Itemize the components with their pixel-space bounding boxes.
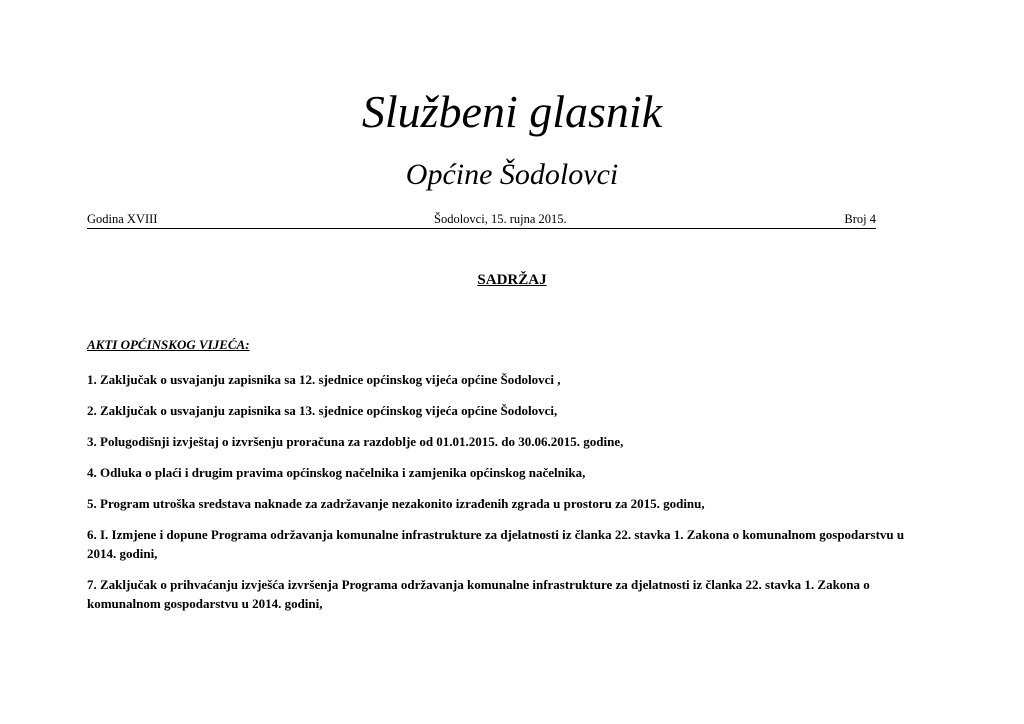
- contents-item: 6. I. Izmjene i dopune Programa održavanja komunalne infrastrukture za djelatnosti iz članka 22. stavka 1. Zakona o komunalnom gospodarstvu u 2014. godini,: [87, 527, 905, 561]
- year-label: Godina XVIII: [87, 212, 158, 226]
- contents-item: 2. Zaključak o usvajanju zapisnika sa 13. sjednice općinskog vijeća općine Šodolovci,: [87, 403, 558, 418]
- gazette-title: Službeni glasnik: [361, 86, 663, 137]
- issue-number: Broj 4: [844, 212, 876, 226]
- contents-item: 4. Odluka o plaći i drugim pravima općinskog načelnika i zamjenika općinskog načelnika,: [87, 465, 586, 480]
- contents-item: 3. Polugodišnji izvještaj o izvršenju proračuna za razdoblje od 01.01.2015. do 30.06.2015. godine,: [87, 434, 624, 449]
- contents-item: 1. Zaključak o usvajanju zapisnika sa 12. sjednice općinskog vijeća općine Šodolovci ,: [87, 372, 561, 387]
- contents-item: 5. Program utroška sredstava naknade za zadržavanje nezakonito izrađenih zgrada u prostoru za 2015. godinu,: [87, 496, 705, 511]
- section-heading: AKTI OPĆINSKOG VIJEĆA:: [87, 337, 250, 352]
- issue-info-line: [87, 210, 876, 229]
- place-date: Šodolovci, 15. rujna 2015.: [434, 212, 567, 226]
- contents-heading: SADRŽAJ: [477, 272, 547, 288]
- contents-item: 7. Zaključak o prihvaćanju izvješća izvršenja Programa održavanja komunalne infrastrukture za djelatnosti iz članka 22. stavka 1. Zakona o komunalnom gospodarstvu u 2014. godini,: [87, 577, 870, 611]
- municipality-subtitle: Općine Šodolovci: [405, 158, 619, 191]
